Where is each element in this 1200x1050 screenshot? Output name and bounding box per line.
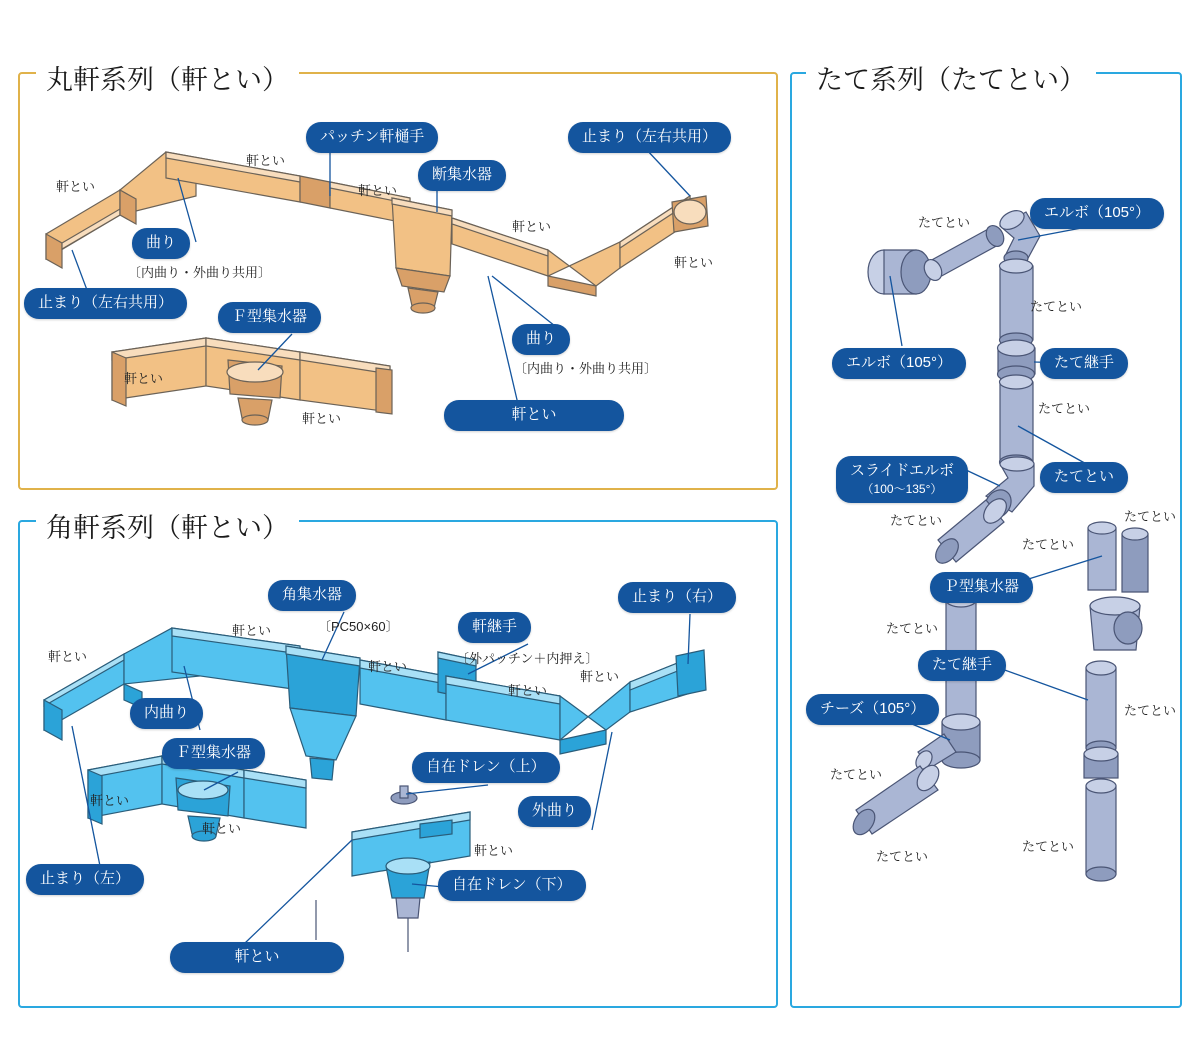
plain-nokidoi-r3: 軒とい bbox=[358, 183, 398, 198]
label-elbow-105-right[interactable]: エルボ（105°） bbox=[1030, 198, 1164, 229]
label-magari-left-text: 曲り bbox=[146, 234, 177, 251]
label-dan-shusuiki[interactable]: 断集水器 bbox=[418, 160, 506, 191]
plain-nokidoi-r4: 軒とい bbox=[512, 219, 552, 234]
plain-tatedoi-v1: たてとい bbox=[918, 215, 971, 230]
plain-nokidoi-r1: 軒とい bbox=[56, 179, 96, 194]
plain-nokidoi-r5: 軒とい bbox=[674, 255, 714, 270]
vertical-pipe-assembly bbox=[849, 207, 1148, 881]
plain-nokidoi-s6: 軒とい bbox=[90, 793, 130, 808]
plain-nokidoi-r6: 軒とい bbox=[124, 371, 164, 386]
plain-nokidoi-s2: 軒とい bbox=[232, 623, 272, 638]
label-noki-tsugite-sub: 〔外パッチン＋内押え〕 bbox=[456, 651, 599, 666]
label-elbow-105-left[interactable]: エルボ（105°） bbox=[832, 348, 966, 379]
label-f-gata-shusuiki-square[interactable]: Ｆ型集水器 bbox=[162, 738, 265, 769]
label-nokidoi-square[interactable]: 軒とい bbox=[170, 942, 344, 973]
label-tomari-left[interactable]: 止まり（左） bbox=[26, 864, 144, 895]
plain-tatedoi-v4: たてとい bbox=[890, 513, 943, 528]
label-jizai-drain-lower[interactable]: 自在ドレン（下） bbox=[438, 870, 586, 901]
plain-tatedoi-v11: たてとい bbox=[1022, 839, 1075, 854]
label-kaku-shusuiki[interactable] bbox=[268, 580, 356, 611]
plain-tatedoi-v10: たてとい bbox=[876, 849, 929, 864]
plain-tatedoi-v3: たてとい bbox=[1038, 401, 1091, 416]
label-f-gata-shusuiki-round[interactable]: Ｆ型集水器 bbox=[218, 302, 321, 333]
plain-tatedoi-v2: たてとい bbox=[1030, 299, 1083, 314]
plain-nokidoi-s4: 軒とい bbox=[508, 683, 548, 698]
label-tomari-both-top[interactable]: 止まり（左右共用） bbox=[568, 122, 731, 153]
label-jizai-drain-upper[interactable]: 自在ドレン（上） bbox=[412, 752, 560, 783]
label-tate-tsugite-lower[interactable]: たて継手 bbox=[918, 650, 1006, 681]
plain-tatedoi-v6: たてとい bbox=[1124, 509, 1177, 524]
label-magari-left-sub: 〔内曲り・外曲り共用〕 bbox=[128, 265, 272, 280]
label-pacchin-nokidoi-joint[interactable]: パッチン軒樋手 bbox=[306, 122, 438, 153]
label-slide-elbow-sub: （100〜135°） bbox=[861, 481, 943, 496]
plain-nokidoi-s8: 軒とい bbox=[474, 843, 514, 858]
label-noki-tsugite[interactable] bbox=[458, 612, 531, 643]
panel-title-round: 丸軒系列（軒とい） bbox=[36, 58, 299, 97]
label-soto-magari[interactable]: 外曲り bbox=[518, 796, 591, 827]
plain-tatedoi-v8: たてとい bbox=[1124, 703, 1177, 718]
label-tomari-right[interactable]: 止まり（右） bbox=[618, 582, 736, 613]
label-magari-left[interactable] bbox=[132, 228, 190, 259]
plain-tatedoi-v7: たてとい bbox=[886, 621, 939, 636]
label-p-gata-shusuiki[interactable]: Ｐ型集水器 bbox=[930, 572, 1033, 603]
label-uchi-magari[interactable]: 内曲り bbox=[130, 698, 203, 729]
panel-title-vertical: たて系列（たてとい） bbox=[806, 58, 1096, 97]
panel-title-square: 角軒系列（軒とい） bbox=[36, 506, 299, 545]
plain-nokidoi-s5: 軒とい bbox=[580, 669, 620, 684]
label-tate-tsugite-upper[interactable]: たて継手 bbox=[1040, 348, 1128, 379]
plain-nokidoi-s1: 軒とい bbox=[48, 649, 88, 664]
plain-nokidoi-s3: 軒とい bbox=[368, 659, 408, 674]
label-tomari-both-left[interactable]: 止まり（左右共用） bbox=[24, 288, 187, 319]
label-slide-elbow-text: スライドエルボ bbox=[850, 462, 954, 479]
label-kaku-shusuiki-text: 角集水器 bbox=[282, 586, 343, 603]
label-magari-right-sub: 〔内曲り・外曲り共用〕 bbox=[514, 361, 658, 376]
label-kaku-shusuiki-sub: 〔PC50×60〕 bbox=[318, 619, 399, 634]
label-magari-right-text: 曲り bbox=[526, 330, 557, 347]
label-magari-right[interactable] bbox=[512, 324, 570, 355]
plain-tatedoi-v9: たてとい bbox=[830, 767, 883, 782]
label-slide-elbow[interactable] bbox=[836, 456, 968, 503]
plain-nokidoi-s7: 軒とい bbox=[202, 821, 242, 836]
plain-nokidoi-r7: 軒とい bbox=[302, 411, 342, 426]
plain-tatedoi-v5: たてとい bbox=[1022, 537, 1075, 552]
plain-nokidoi-r2: 軒とい bbox=[246, 153, 286, 168]
label-nokidoi-round[interactable]: 軒とい bbox=[444, 400, 624, 431]
label-cheese-105[interactable]: チーズ（105°） bbox=[806, 694, 939, 725]
label-tatedoi-callout[interactable]: たてとい bbox=[1040, 462, 1128, 493]
label-noki-tsugite-text: 軒継手 bbox=[472, 618, 518, 635]
